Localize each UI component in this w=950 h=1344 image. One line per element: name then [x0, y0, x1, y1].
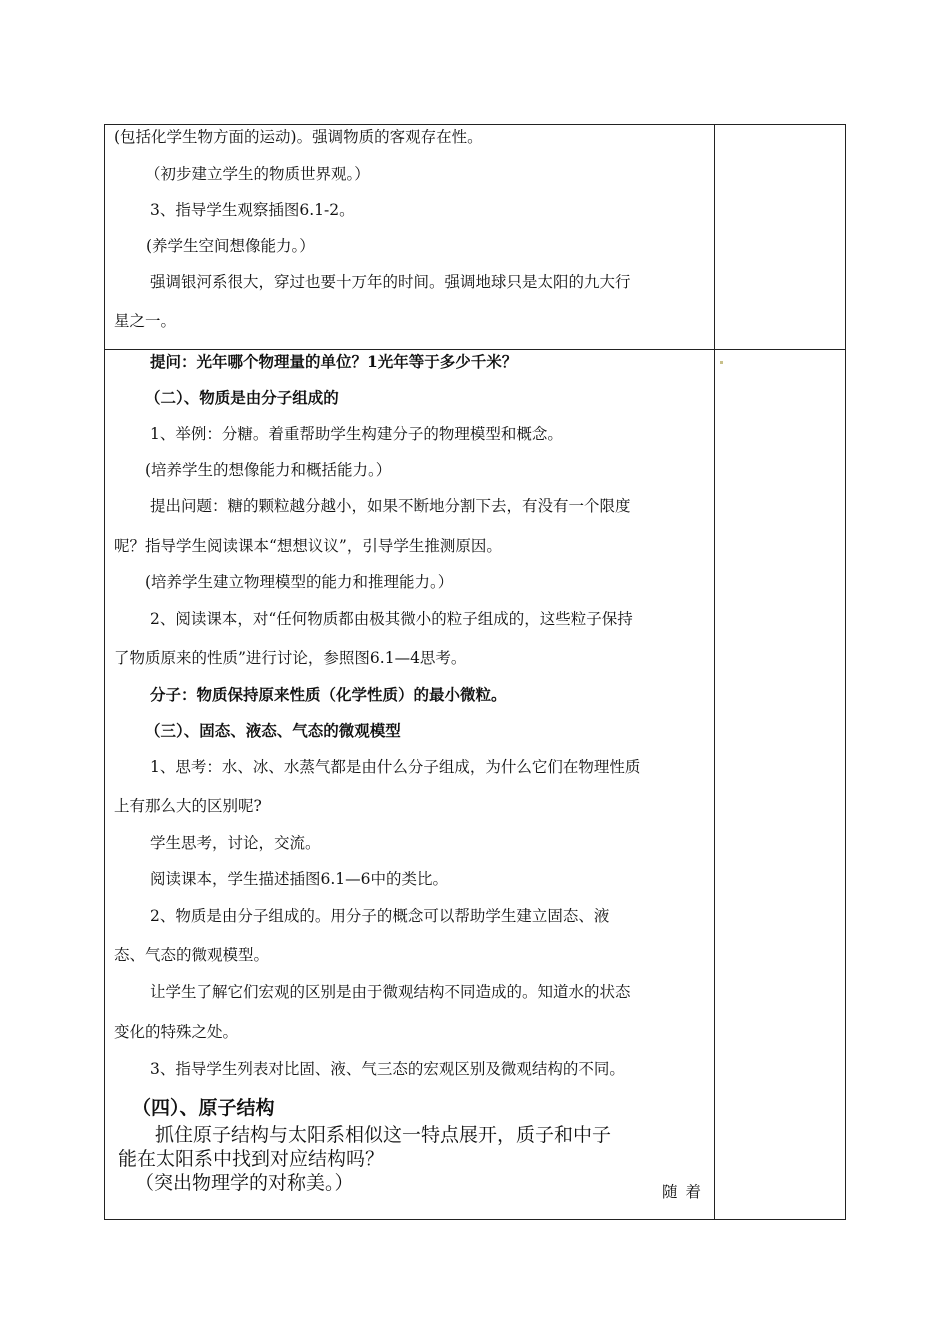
text-line: 提出问题：糖的颗粒越分越小，如果不断地分割下去，有没有一个限度 [150, 497, 631, 515]
column-divider [714, 125, 715, 1219]
text-line: 星之一。 [114, 312, 177, 330]
text-line: 阅读课本，学生描述插图6.1—6中的类比。 [150, 870, 449, 888]
text-line: (包括化学生物方面的运动)。强调物质的客观存在性。 [114, 128, 483, 146]
section-heading: （三）、固态、液态、气态的微观模型 [145, 721, 401, 740]
trailing-text: 随着 [662, 1183, 710, 1201]
question-line: 提问：光年哪个物理量的单位？1光年等于多少千米？ [150, 352, 518, 371]
text-line: 让学生了解它们宏观的区别是由于微观结构不同造成的。知道水的状态 [150, 983, 631, 1001]
text-line: 学生思考，讨论，交流。 [150, 834, 321, 852]
row-divider [105, 349, 845, 350]
text-line: （初步建立学生的物质世界观。） [145, 165, 370, 183]
stray-mark [720, 361, 723, 364]
section-heading: （二）、物质是由分子组成的 [145, 388, 339, 407]
text-line: 3、指导学生列表对比固、液、气三态的宏观区别及微观结构的不同。 [150, 1060, 625, 1078]
text-line: (培养学生的想像能力和概括能力。） [145, 461, 392, 479]
text-line: 2、物质是由分子组成的。用分子的概念可以帮助学生建立固态、液 [150, 907, 610, 925]
text-line: 了物质原来的性质”进行讨论，参照图6.1—4思考。 [114, 649, 467, 667]
image-text-line: 能在太阳系中找到对应结构吗？ [118, 1148, 385, 1170]
text-line: 强调银河系很大，穿过也要十万年的时间。强调地球只是太阳的九大行 [150, 273, 631, 291]
image-text-line: 抓住原子结构与太阳系相似这一特点展开，质子和中子 [155, 1124, 612, 1146]
text-line: 3、指导学生观察插图6.1-2。 [150, 201, 355, 219]
text-line: 态、气态的微观模型。 [114, 946, 270, 964]
text-line: 1、举例：分糖。着重帮助学生构建分子的物理模型和概念。 [150, 425, 563, 443]
text-line: (养学生空间想像能力。） [146, 237, 315, 255]
text-line: 呢？指导学生阅读课本“想想议议”，引导学生推测原因。 [114, 537, 502, 555]
text-line: (培养学生建立物理模型的能力和推理能力。） [145, 573, 454, 591]
image-heading: （四）、原子结构 [132, 1097, 275, 1119]
text-line: 1、思考：水、冰、水蒸气都是由什么分子组成，为什么它们在物理性质 [150, 758, 641, 776]
text-line: 变化的特殊之处。 [114, 1023, 239, 1041]
image-text-line: （突出物理学的对称美。） [135, 1172, 354, 1194]
text-line: 上有那么大的区别呢? [114, 797, 262, 815]
text-line: 2、阅读课本，对“任何物质都由极其微小的粒子组成的，这些粒子保持 [150, 610, 633, 628]
definition-line: 分子：物质保持原来性质（化学性质）的最小微粒。 [150, 685, 507, 704]
